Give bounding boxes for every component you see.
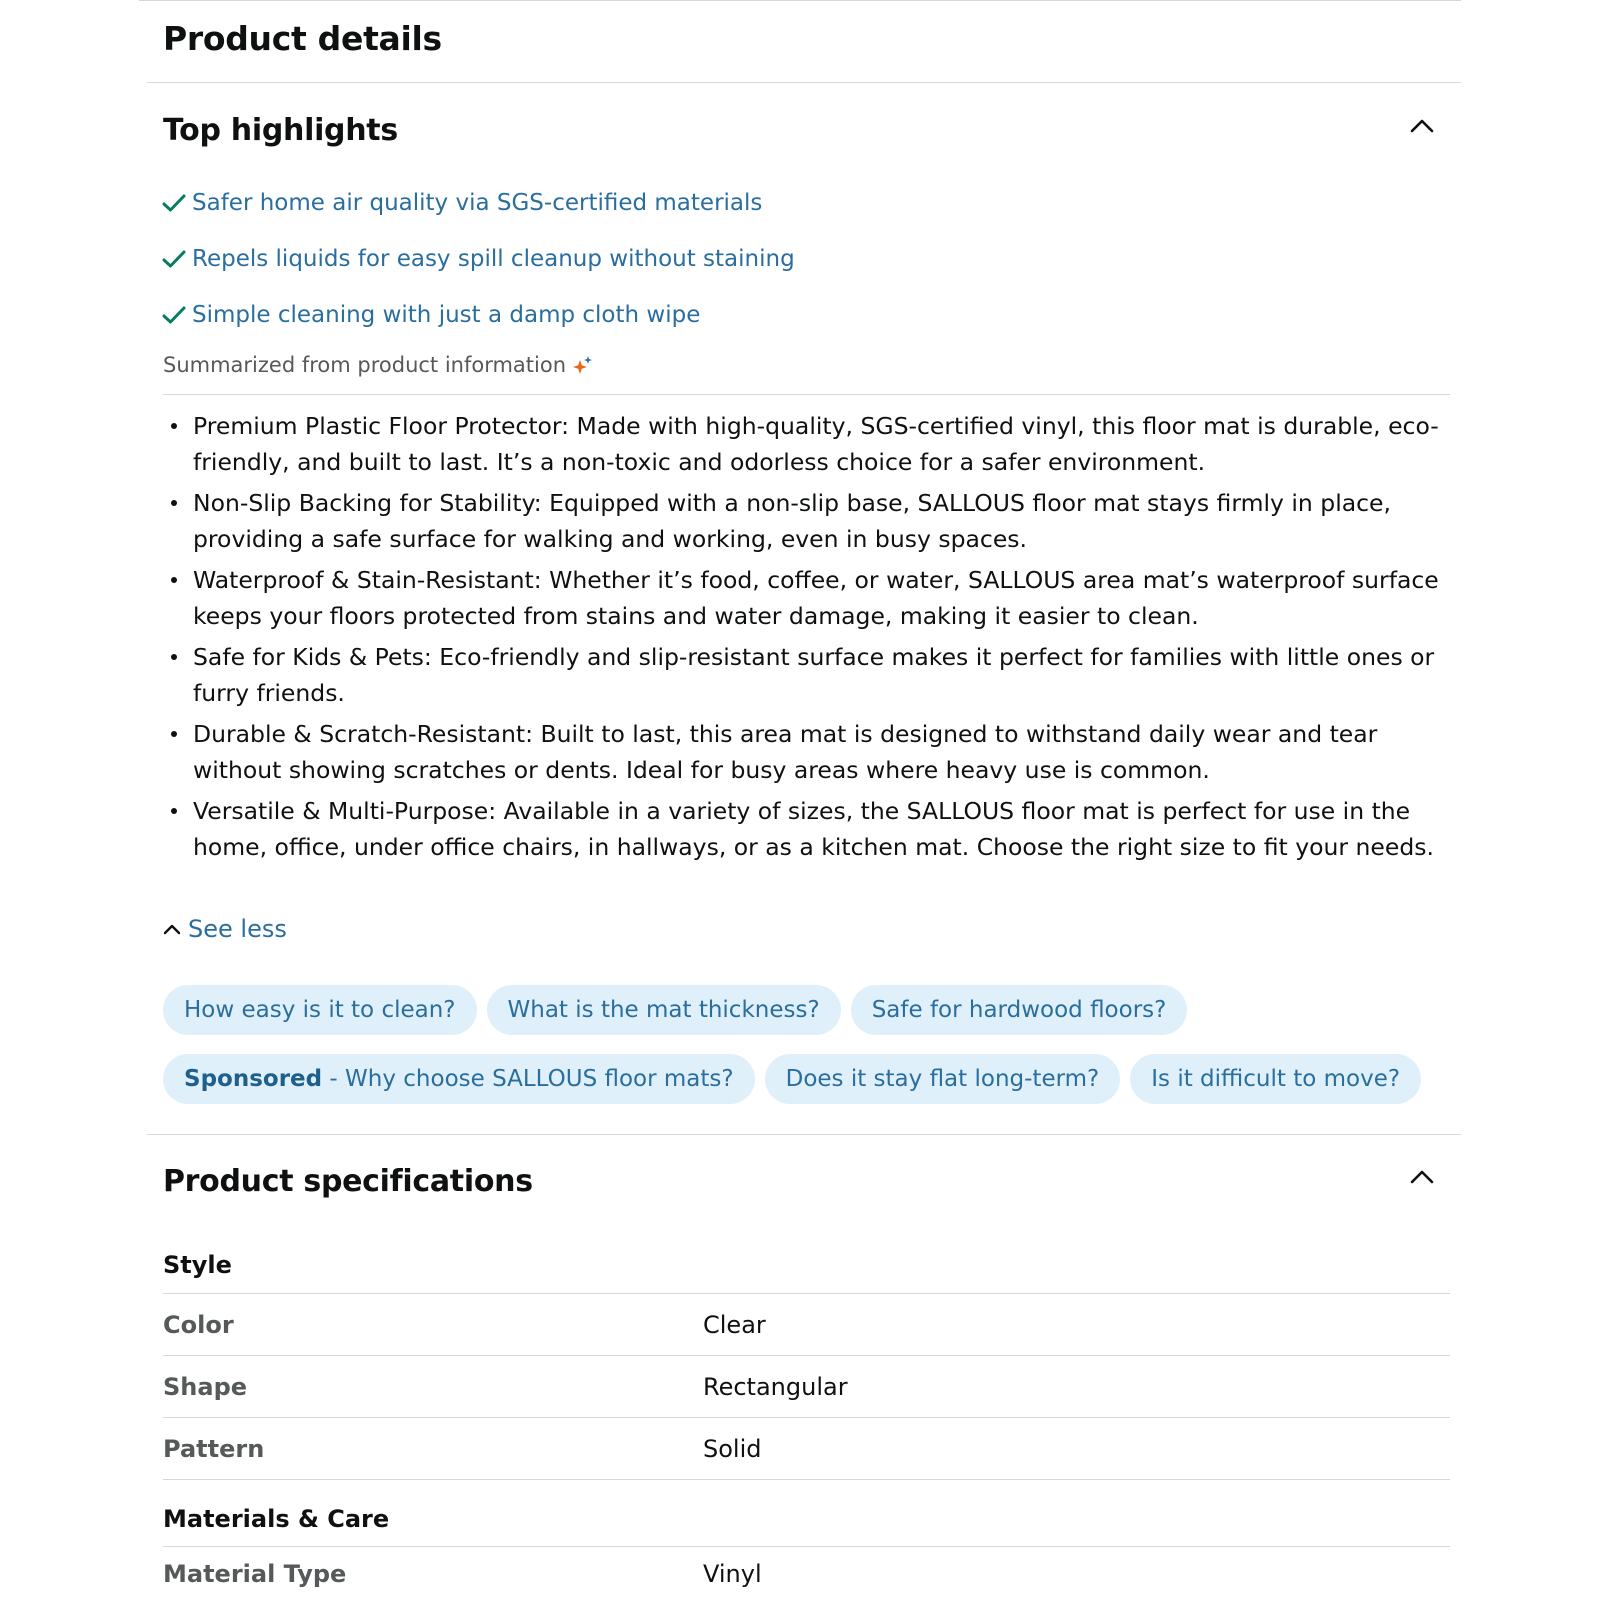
feature-bullet <box>163 562 1450 634</box>
sparkle-icon <box>572 354 594 376</box>
bullet-dot <box>171 731 177 737</box>
highlight-item[interactable] <box>162 231 795 287</box>
feature-bullet-text: Non-Slip Backing for Stability: Equipped with a non-slip base, SALLOUS floor mat stays firmly in place, providing a safe surface for walking and working, even in busy spaces. <box>193 489 1391 553</box>
question-chip[interactable]: Does it stay flat long-term? <box>765 1054 1121 1104</box>
summary-note <box>163 350 594 380</box>
check-icon <box>162 300 192 330</box>
spec-value: Rectangular <box>703 1372 848 1401</box>
chevron-up-icon <box>1409 1169 1435 1185</box>
spec-value: Vinyl <box>703 1559 762 1588</box>
question-chips-row <box>163 1054 1421 1104</box>
feature-bullets <box>163 408 1450 870</box>
chevron-up-icon <box>162 922 182 936</box>
feature-bullet-text: Versatile & Multi-Purpose: Available in a variety of sizes, the SALLOUS floor mat is perfect for use in the home, office, under office chairs, in hallways, or as a kitchen mat. Choose the right size to fit your needs. <box>193 797 1434 861</box>
highlights-list <box>162 175 795 343</box>
highlight-text: Repels liquids for easy spill cleanup without staining <box>192 246 795 272</box>
section-divider <box>147 82 1461 83</box>
spec-row <box>163 1546 1450 1600</box>
bullet-dot <box>171 577 177 583</box>
see-less-link[interactable] <box>162 915 287 943</box>
highlight-item[interactable] <box>162 175 795 231</box>
page-title: Product details <box>163 19 442 58</box>
spec-divider <box>163 1479 1450 1480</box>
feature-bullet <box>163 485 1450 557</box>
highlight-text: Simple cleaning with just a damp cloth wipe <box>192 302 701 328</box>
spec-key: Shape <box>163 1372 248 1401</box>
bullet-dot <box>171 808 177 814</box>
spec-value: Clear <box>703 1310 766 1339</box>
top-divider <box>139 0 1461 1</box>
feature-bullet-text: Waterproof & Stain-Resistant: Whether it’s food, coffee, or water, SALLOUS area mat’s waterproof surface keeps your floors protected from stains and water damage, making it easier to clean. <box>193 566 1439 630</box>
spec-key: Color <box>163 1310 234 1339</box>
feature-bullet-text: Safe for Kids & Pets: Eco-friendly and slip-resistant surface makes it perfect for families with little ones or furry friends. <box>193 643 1435 707</box>
see-less-label: See less <box>188 915 287 943</box>
feature-bullet <box>163 793 1450 865</box>
feature-bullet-text: Premium Plastic Floor Protector: Made with high-quality, SGS-certified vinyl, this floor mat is durable, eco-friendly, and built to last. It’s a non-toxic and odorless choice for a safer environment. <box>193 412 1439 476</box>
spec-key: Pattern <box>163 1434 265 1463</box>
section-divider <box>147 1134 1461 1135</box>
sponsored-label: Sponsored <box>184 1066 323 1092</box>
feature-bullet <box>163 408 1450 480</box>
spec-key: Material Type <box>163 1559 347 1588</box>
bullets-divider <box>163 394 1450 395</box>
collapse-specifications-button[interactable] <box>1400 1159 1444 1195</box>
highlight-text: Safer home air quality via SGS-certified materials <box>192 190 763 216</box>
feature-bullet <box>163 716 1450 788</box>
spec-group-title: Style <box>163 1251 232 1279</box>
question-chips-row <box>163 985 1187 1035</box>
summary-note-text: Summarized from product information <box>163 353 567 377</box>
bullet-dot <box>171 654 177 660</box>
question-chip[interactable]: How easy is it to clean? <box>163 985 477 1035</box>
spec-row <box>163 1355 1450 1417</box>
bullet-dot <box>171 423 177 429</box>
spec-row <box>163 1293 1450 1355</box>
check-icon <box>162 188 192 218</box>
sponsored-question-text: - Why choose SALLOUS floor mats? <box>322 1066 734 1092</box>
question-chip[interactable]: What is the mat thickness? <box>487 985 841 1035</box>
spec-row <box>163 1417 1450 1479</box>
feature-bullet <box>163 639 1450 711</box>
question-chip[interactable]: Safe for hardwood floors? <box>851 985 1188 1035</box>
sponsored-question-chip[interactable] <box>163 1054 755 1104</box>
check-icon <box>162 244 192 274</box>
bullet-dot <box>171 500 177 506</box>
collapse-top-highlights-button[interactable] <box>1400 108 1444 144</box>
spec-value: Solid <box>703 1434 762 1463</box>
highlight-item[interactable] <box>162 287 795 343</box>
top-highlights-title: Top highlights <box>163 113 398 148</box>
product-specifications-title: Product specifications <box>163 1164 533 1199</box>
question-chip[interactable]: Is it difficult to move? <box>1130 1054 1421 1104</box>
spec-group-title: Materials & Care <box>163 1505 390 1533</box>
chevron-up-icon <box>1409 118 1435 134</box>
feature-bullet-text: Durable & Scratch-Resistant: Built to last, this area mat is designed to withstand daily wear and tear without showing scratches or dents. Ideal for busy areas where heavy use is common. <box>193 720 1378 784</box>
